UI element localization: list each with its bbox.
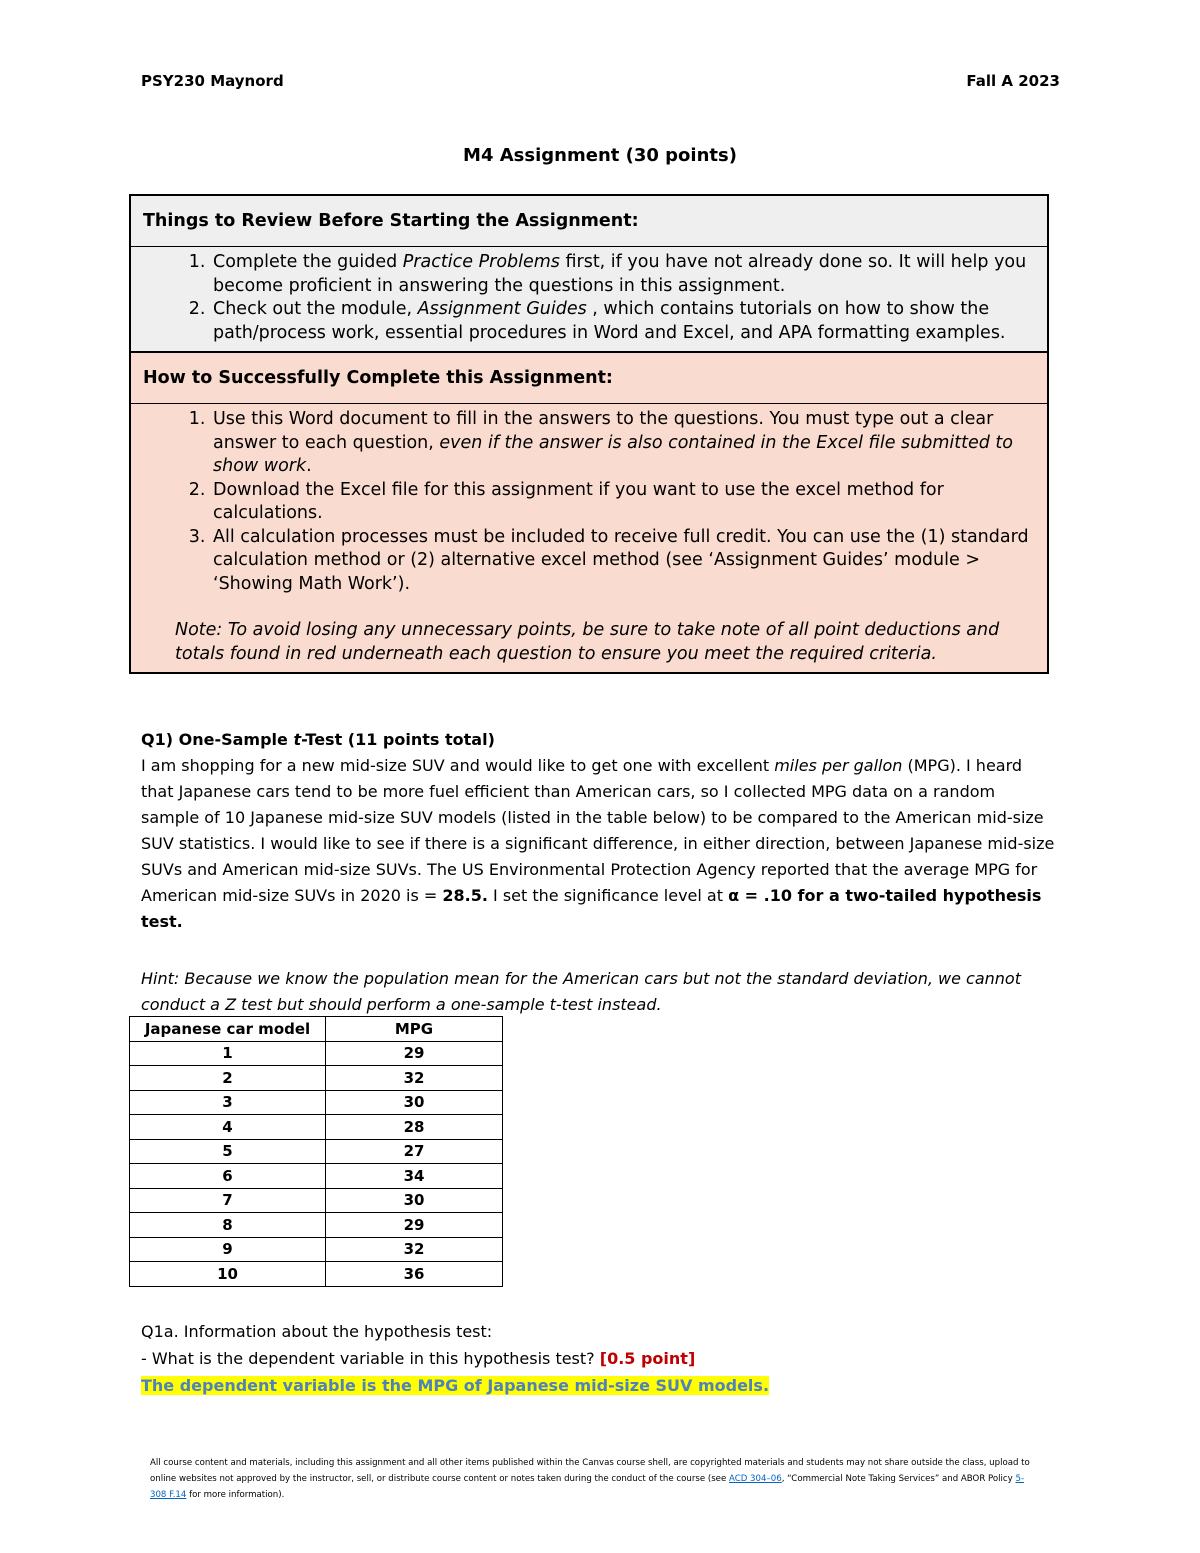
- howto-item-1: 1. Use this Word document to fill in the answers to the questions. You must type out a clear answer to each question, even if the answer is also contained in the Excel file submitted to show work.: [211, 408, 1035, 479]
- review-item-2: 2. Check out the module, Assignment Guides , which contains tutorials on how to show the path/process work, essential procedures in Word and Excel, and APA formatting examples.: [211, 298, 1035, 345]
- question-1a-prompt: - What is the dependent variable in this hypothesis test? [0.5 point]: [141, 1349, 696, 1368]
- table-row: 4 28: [130, 1115, 503, 1140]
- howto-note: Note: To avoid losing any unnecessary points, be sure to take note of all point deductions and totals found in red underneath each question to ensure you meet the required criteria.: [175, 620, 1000, 664]
- question-1-heading: Q1) One-Sample t-Test (11 points total): [141, 730, 495, 749]
- policy-link-acd[interactable]: ACD 304–06: [728, 1474, 782, 1484]
- howto-heading: How to Successfully Complete this Assignment:: [131, 353, 1047, 404]
- review-heading: Things to Review Before Starting the Assignment:: [131, 196, 1047, 247]
- review-item-1: 1. Complete the guided Practice Problems first, if you have not already done so. It will help you become proficient in answering the questions in this assignment.: [211, 251, 1035, 298]
- question-1: [141, 727, 1056, 935]
- question-1-prompt: I am shopping for a new mid-size SUV and would like to get one with excellent miles per gallon (MPG). I heard that Japanese cars tend to be more fuel efficient than American cars, so I collected MPG data on a random sample of 10 Japanese mid-size SUV models (listed in the table below) to be compared to the American mid-size SUV statistics. I would like to see if there is a significant difference, in either direction, between Japanese mid-size SUVs and American mid-size SUVs. The US Environmental Protection Agency reported that the average MPG for American mid-size SUVs in 2020 is = 28.5. I set the significance level at α = .10 for a two-tailed hypothesis test.: [141, 756, 1055, 931]
- table-row: 10 36: [130, 1262, 503, 1287]
- table-row: 8 29: [130, 1213, 503, 1238]
- table-row: 1 29: [130, 1041, 503, 1066]
- question-1a-answer: The dependent variable is the MPG of Japanese mid-size SUV models.: [141, 1376, 770, 1395]
- table-header-model: Japanese car model: [130, 1017, 326, 1042]
- points-badge: [0.5 point]: [599, 1349, 696, 1368]
- howto-item-2: 2. Download the Excel file for this assignment if you want to use the excel method for calculations.: [211, 479, 1035, 526]
- review-list: [131, 247, 1047, 353]
- header-term: Fall A 2023: [966, 72, 1060, 90]
- instructions-box: [129, 194, 1049, 674]
- page-title: M4 Assignment (30 points): [463, 145, 737, 166]
- table-row: 6 34: [130, 1164, 503, 1189]
- table-row: 7 30: [130, 1188, 503, 1213]
- howto-list: [131, 404, 1047, 672]
- table-row: 2 32: [130, 1066, 503, 1091]
- question-1-hint: Hint: Because we know the population mean for the American cars but not the standard deviation, we cannot conduct a Z test but should perform a one-sample t-test instead.: [141, 969, 1021, 1014]
- header-course: PSY230 Maynord: [141, 72, 284, 90]
- table-row: 9 32: [130, 1237, 503, 1262]
- table-header-row: [130, 1017, 503, 1042]
- table-header-mpg: MPG: [326, 1017, 503, 1042]
- table-row: 5 27: [130, 1139, 503, 1164]
- question-1a: [141, 1318, 1056, 1399]
- mpg-table: [129, 1016, 503, 1287]
- table-row: 3 30: [130, 1090, 503, 1115]
- policy-link-abor[interactable]: 5-308 F.14: [150, 1474, 1025, 1500]
- howto-item-3: 3. All calculation processes must be included to receive full credit. You can use the (1) standard calculation method or (2) alternative excel method (see ‘Assignment Guides’ module > ‘Showing Math Work’).: [211, 526, 1035, 597]
- copyright-footer: All course content and materials, including this assignment and all other items published within the Canvas course shell, are copyrighted materials and students may not share outside the class, upload to online websites not approved by the instructor, sell, or distribute course content or notes taken during the conduct of the course (see ACD 304–06, “Commercial Note Taking Services” and ABOR Policy 5-308 F.14 for more information).: [150, 1458, 1030, 1500]
- question-1a-answer-line: [141, 1372, 1056, 1399]
- question-1a-title: Q1a. Information about the hypothesis test:: [141, 1322, 493, 1341]
